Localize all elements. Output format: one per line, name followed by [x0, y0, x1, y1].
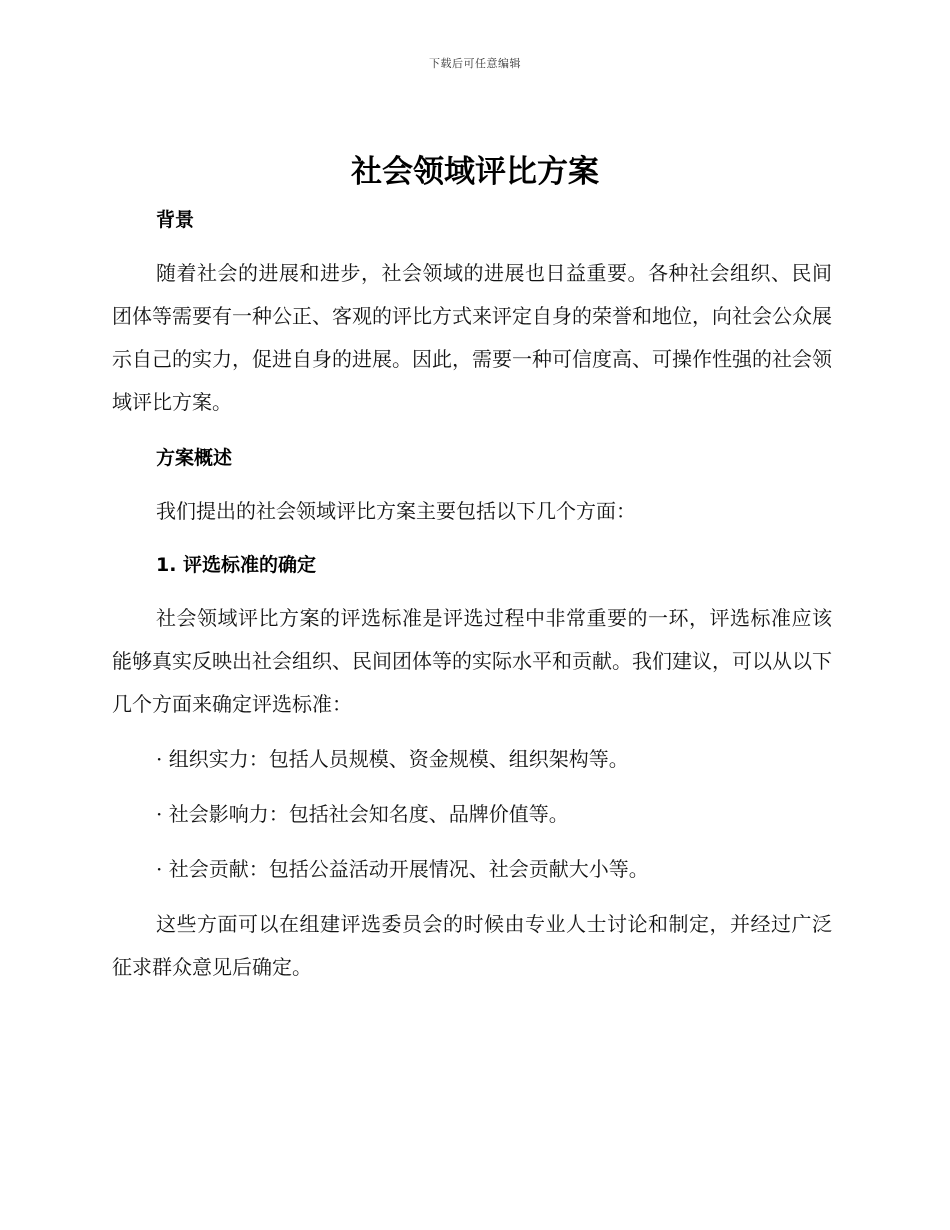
- bullet-item-social-influence: · 社会影响力：包括社会知名度、品牌价值等。: [156, 802, 569, 826]
- bullet-item-organization-strength: · 组织实力：包括人员规模、资金规模、组织架构等。: [156, 747, 629, 771]
- paragraph-criteria: 社会领域评比方案的评选标准是评选过程中非常重要的一环，评选标准应该能够真实反映出社会组织、民间团体等的实际水平和贡献。我们建议，可以从以下几个方面来确定评选标准：: [112, 606, 832, 716]
- paragraph-closing: 这些方面可以在组建评选委员会的时候由专业人士讨论和制定，并经过广泛征求群众意见后确定。: [112, 912, 832, 979]
- document-title: 社会领域评比方案: [351, 154, 599, 190]
- paragraph-overview: 我们提出的社会领域评比方案主要包括以下几个方面：: [156, 499, 636, 523]
- paragraph-background: 随着社会的进展和进步，社会领域的进展也日益重要。各种社会组织、民间团体等需要有一种公正、客观的评比方式来评定自身的荣誉和地位，向社会公众展示自己的实力，促进自身的进展。因此，需要一种可信度高、可操作性强的社会领域评比方案。: [112, 261, 832, 414]
- page-header-note: 下载后可任意编辑: [429, 57, 521, 70]
- bullet-item-social-contribution: · 社会贡献：包括公益活动开展情况、社会贡献大小等。: [156, 857, 649, 881]
- heading-criteria: 1. 评选标准的确定: [156, 554, 317, 576]
- heading-background: 背景: [156, 209, 195, 231]
- heading-overview: 方案概述: [156, 447, 233, 469]
- document-body: [112, 200, 832, 989]
